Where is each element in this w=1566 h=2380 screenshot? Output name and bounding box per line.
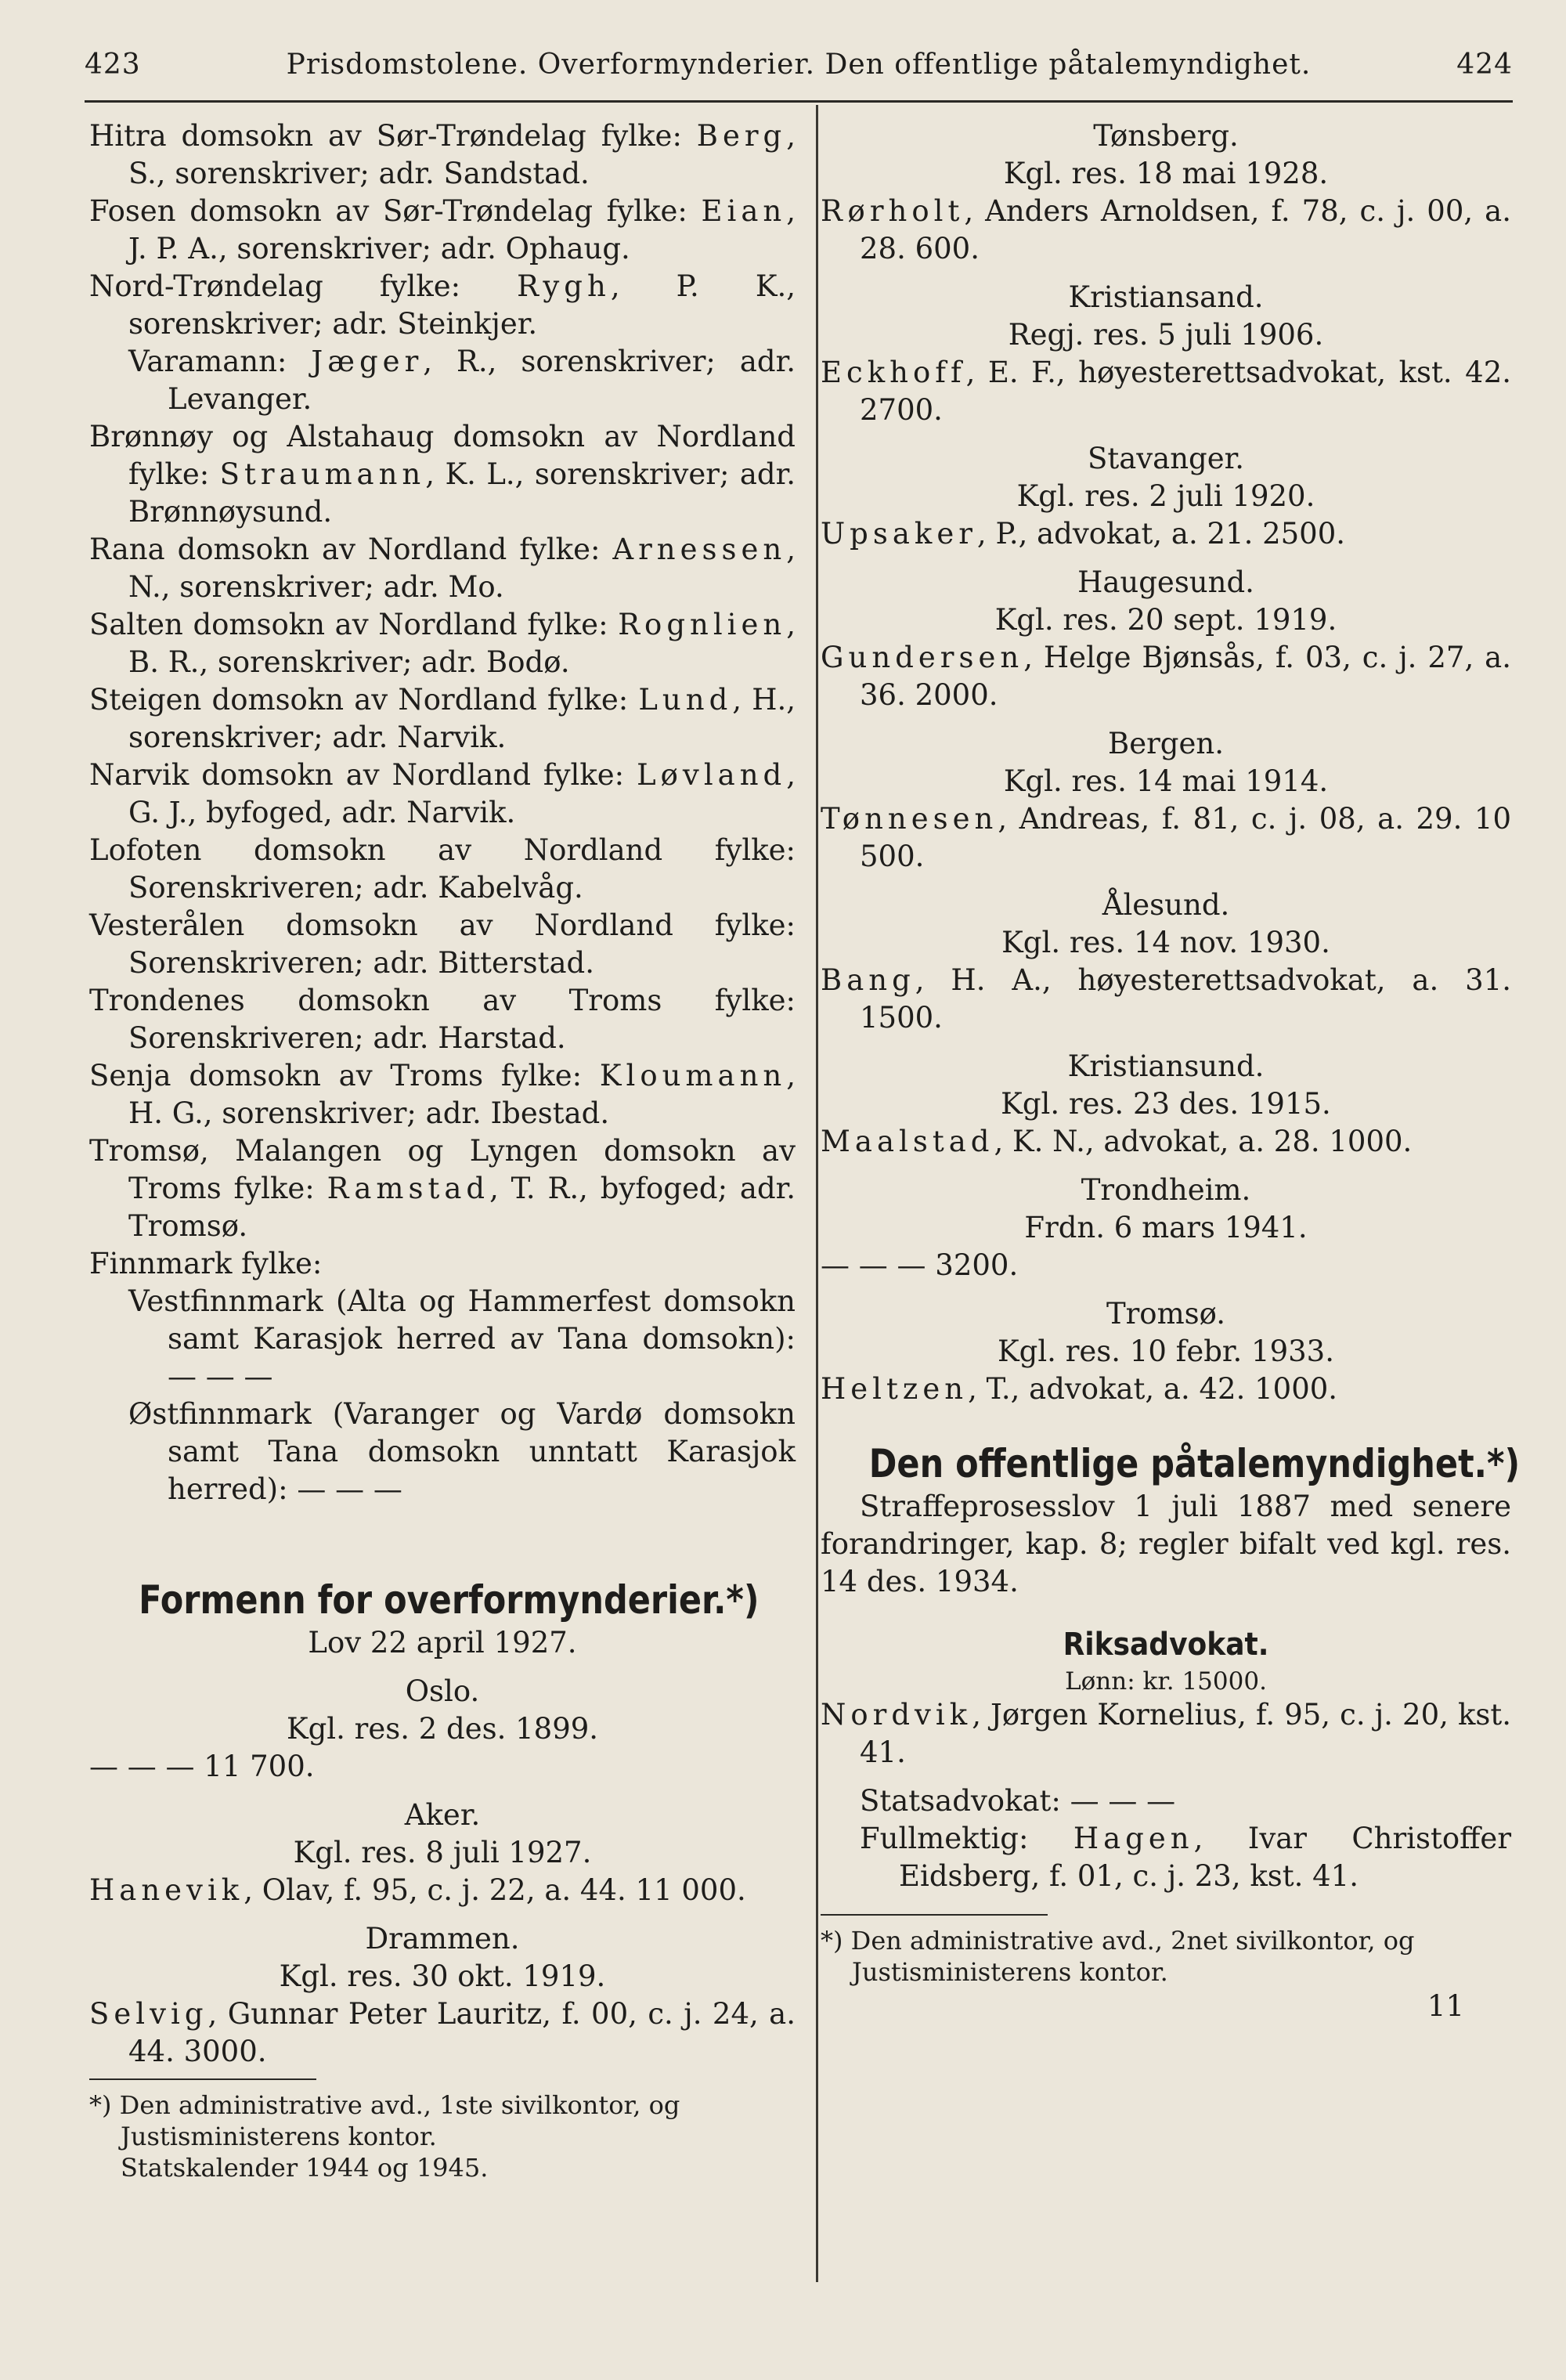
vestfinnmark-entry: Vestfinnmark (Alta og Hammerfest domsokn samt Karasjok herred av Tana domsokn): — — —	[128, 1284, 796, 1393]
entry-oslo: — — — 11 700.	[89, 1750, 315, 1783]
finnmark-heading: Finnmark fylke:	[89, 1247, 323, 1280]
district-entry: Trondenes domsokn av Troms fylke: Sorenskriveren; adr. Harstad.	[89, 984, 796, 1055]
page-number-right: 424	[1456, 49, 1513, 81]
footnote-right: *) Den administrative avd., 2net sivilkontor, og Justisministerens kontor.	[821, 1926, 1415, 1987]
res-aker: Kgl. res. 8 juli 1927.	[293, 1836, 592, 1869]
person-name: Nordvik	[821, 1698, 972, 1732]
person-name: Hanevik	[89, 1873, 244, 1907]
person-name: Straumann	[219, 457, 426, 491]
person-name: Upsaker	[821, 517, 977, 551]
person-name: Kloumann	[599, 1059, 787, 1092]
riksadvokat-heading: Riksadvokat.	[1063, 1627, 1269, 1663]
district-entry: Vesterålen domsokn av Nordland fylke: Sorenskriveren; adr. Bitterstad.	[89, 908, 796, 980]
right-column	[821, 117, 1521, 2025]
entry-trondheim: — — — 3200.	[821, 1248, 1019, 1282]
entry-kristiansund: Maalstad, K. N., advokat, a. 28. 1000.	[821, 1125, 1413, 1158]
district-entry: Nord-Trøndelag fylke: Rygh, P. K., sorenskriver; adr. Steinkjer.	[89, 269, 796, 341]
city-trondheim: Trondheim.	[1081, 1173, 1251, 1207]
res-tonsberg: Kgl. res. 18 mai 1928.	[1003, 157, 1329, 190]
fullmektig-entry: Fullmektig: Hagen, Ivar Christoffer Eidsberg, f. 01, c. j. 23, kst. 41.	[860, 1822, 1512, 1893]
page-number-left: 423	[85, 49, 141, 81]
person-name: Løvland	[637, 758, 787, 792]
ostfinnmark-entry: Østfinnmark (Varanger og Vardø domsokn samt Tana domsokn unntatt Karasjok herred): — — —	[128, 1397, 796, 1506]
city-tromso: Tromsø.	[1106, 1297, 1226, 1331]
district-entry: Narvik domsokn av Nordland fylke: Løvland, G. J., byfoged, adr. Narvik.	[89, 758, 796, 829]
person-name: Tønnesen	[821, 802, 998, 836]
district-entry: Salten domsokn av Nordland fylke: Rognlien, B. R., sorenskriver; adr. Bodø.	[89, 608, 796, 679]
court-district-list	[89, 117, 796, 1245]
city-kristiansand: Kristiansand.	[1068, 280, 1264, 314]
footer-left: Statskalender 1944 og 1945.	[121, 2153, 489, 2183]
city-aker: Aker.	[404, 1798, 481, 1832]
entry-aker: Hanevik, Olav, f. 95, c. j. 22, a. 44. 11 000.	[89, 1873, 746, 1907]
person-name: Maalstad	[821, 1125, 994, 1158]
res-trondheim: Frdn. 6 mars 1941.	[1024, 1211, 1308, 1244]
city-tonsberg: Tønsberg.	[1093, 119, 1239, 153]
entry-tonsberg: Rørholt, Anders Arnoldsen, f. 78, c. j. 00, a. 28. 600.	[821, 194, 1511, 265]
entry-haugesund: Gundersen, Helge Bjønsås, f. 03, c. j. 27, a. 36. 2000.	[821, 641, 1511, 712]
running-header	[85, 49, 1513, 91]
city-list	[821, 117, 1511, 1172]
footer-right-row	[821, 1988, 1511, 2025]
res-tromso: Kgl. res. 10 febr. 1933.	[998, 1334, 1334, 1368]
footnote-right-block	[821, 1925, 1511, 1988]
person-name: Lund	[638, 683, 733, 717]
section-title-overformynderier: Formenn for overformynderier.*)	[139, 1577, 760, 1623]
city-haugesund: Haugesund.	[1077, 565, 1254, 599]
riksadvokat-entry: Nordvik, Jørgen Kornelius, f. 95, c. j. 20, kst. 41.	[821, 1698, 1511, 1769]
res-alesund: Kgl. res. 14 nov. 1930.	[1001, 926, 1330, 959]
entry-drammen: Selvig, Gunnar Peter Lauritz, f. 00, c. j. 24, a. 44. 3000.	[89, 1997, 796, 2068]
column-divider	[816, 105, 818, 2282]
district-entry: Senja domsokn av Troms fylke: Kloumann, H. G., sorenskriver; adr. Ibestad.	[89, 1059, 796, 1130]
person-name: Arnessen	[612, 533, 787, 566]
res-drammen: Kgl. res. 30 okt. 1919.	[279, 1959, 606, 1993]
person-name: Eian	[701, 194, 787, 228]
district-entry: Brønnøy og Alstahaug domsokn av Nordland fylke: Straumann, K. L., sorenskriver; adr. Brønnøysund.	[89, 420, 796, 529]
person-name: Rørholt	[821, 194, 965, 228]
running-title: Prisdomstolene. Overformynderier. Den offentlige påtalemyndighet.	[286, 49, 1312, 81]
person-name: Rygh	[517, 269, 611, 303]
person-name: Gundersen	[821, 641, 1024, 674]
res-haugesund: Kgl. res. 20 sept. 1919.	[994, 603, 1337, 637]
entry-alesund: Bang, H. A., høyesterettsadvokat, a. 31. 1500.	[821, 963, 1511, 1035]
section-title-patalemyndighet: Den offentlige påtalemyndighet.*)	[868, 1441, 1521, 1486]
district-entry: Lofoten domsokn av Nordland fylke: Sorenskriveren; adr. Kabelvåg.	[89, 833, 796, 905]
entry-kristiansand: Eckhoff, E. F., høyesterettsadvokat, kst. 42. 2700.	[821, 356, 1511, 427]
person-name: Jæger	[311, 345, 424, 378]
district-entry: Rana domsokn av Nordland fylke: Arnessen, N., sorenskriver; adr. Mo.	[89, 533, 796, 604]
city-oslo: Oslo.	[405, 1674, 480, 1708]
person-name: Heltzen	[821, 1372, 969, 1406]
person-name: Rognlien	[618, 608, 787, 641]
entry-stavanger: Upsaker, P., advokat, a. 21. 2500.	[821, 517, 1346, 551]
statsadvokat-entry: Statsadvokat: — — —	[860, 1784, 1176, 1818]
footnote-rule	[821, 1914, 1048, 1916]
res-bergen: Kgl. res. 14 mai 1914.	[1003, 764, 1329, 798]
law-intro: Straffeprosesslov 1 juli 1887 med senere forandringer, kap. 8; regler bifalt ved kgl. res. 14 des. 1934.	[821, 1490, 1511, 1598]
city-drammen: Drammen.	[365, 1922, 520, 1956]
law-reference: Lov 22 april 1927.	[308, 1626, 577, 1659]
district-entry: Fosen domsokn av Sør-Trøndelag fylke: Eian, J. P. A., sorenskriver; adr. Ophaug.	[89, 194, 796, 265]
city-alesund: Ålesund.	[1102, 888, 1230, 922]
footnote-left: *) Den administrative avd., 1ste sivilkontor, og Justisministerens kontor.	[89, 2090, 680, 2151]
city-stavanger: Stavanger.	[1087, 442, 1245, 475]
person-name: Hagen	[1073, 1822, 1194, 1855]
city-bergen: Bergen.	[1108, 727, 1224, 760]
district-entry: Varamann: Jæger, R., sorenskriver; adr. Levanger.	[128, 345, 796, 416]
city-kristiansund: Kristiansund.	[1067, 1049, 1265, 1083]
person-name: Bang	[821, 963, 915, 997]
footnote-rule	[89, 2078, 316, 2080]
res-stavanger: Kgl. res. 2 juli 1920.	[1016, 479, 1315, 513]
district-entry: Tromsø, Malangen og Lyngen domsokn av Troms fylke: Ramstad, T. R., byfoged; adr. Tromsø.	[89, 1134, 796, 1243]
header-rule	[85, 100, 1513, 103]
person-name: Berg	[696, 119, 787, 153]
person-name: Ramstad	[327, 1172, 490, 1205]
res-oslo: Kgl. res. 2 des. 1899.	[286, 1712, 599, 1746]
signature-number: 11	[1427, 1989, 1464, 2023]
district-entry: Hitra domsokn av Sør-Trøndelag fylke: Berg, S., sorenskriver; adr. Sandstad.	[89, 119, 796, 190]
entry-bergen: Tønnesen, Andreas, f. 81, c. j. 08, a. 29. 10 500.	[821, 802, 1511, 873]
district-entry: Steigen domsokn av Nordland fylke: Lund, H., sorenskriver; adr. Narvik.	[89, 683, 796, 754]
left-column	[89, 117, 796, 2183]
entry-tromso: Heltzen, T., advokat, a. 42. 1000.	[821, 1372, 1338, 1406]
res-kristiansand: Regj. res. 5 juli 1906.	[1008, 318, 1324, 352]
riksadvokat-salary: Lønn: kr. 15000.	[1065, 1667, 1267, 1696]
person-name: Eckhoff	[821, 356, 966, 389]
res-kristiansund: Kgl. res. 23 des. 1915.	[1001, 1087, 1331, 1121]
person-name: Selvig	[89, 1997, 208, 2031]
